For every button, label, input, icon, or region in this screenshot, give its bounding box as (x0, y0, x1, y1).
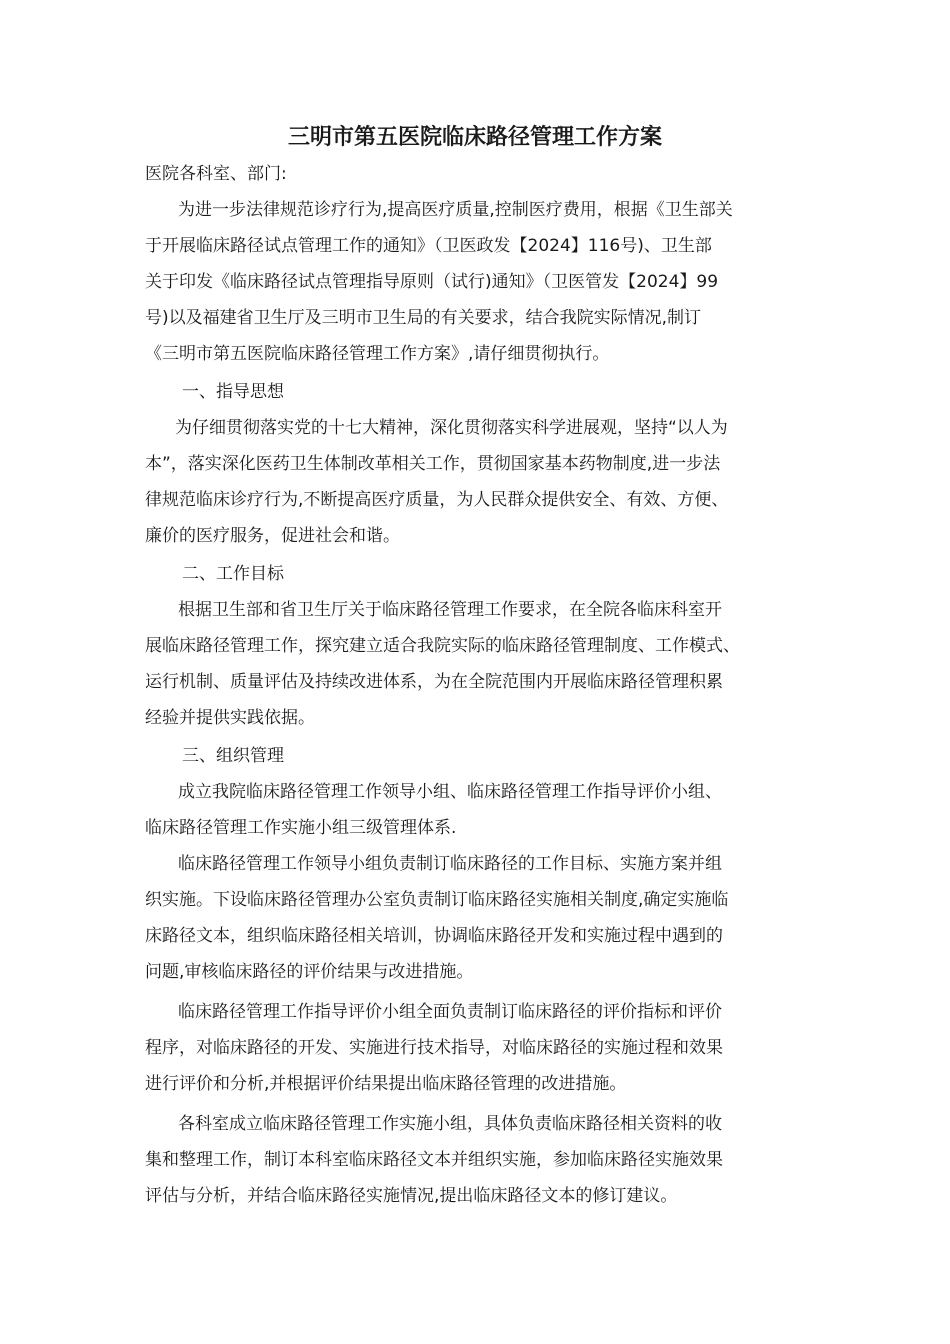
paragraph-line: 床路径文本，组织临床路径相关培训，协调临床路径开发和实施过程中遇到的 (145, 926, 723, 946)
paragraph-line: 为进一步法律规范诊疗行为,提高医疗质量,控制医疗费用，根据《卫生部关 (178, 200, 733, 220)
paragraph-line: 根据卫生部和省卫生厅关于临床路径管理工作要求，在全院各临床科室开 (178, 600, 722, 620)
paragraph-line: 集和整理工作，制订本科室临床路径文本并组织实施，参加临床路径实施效果 (145, 1150, 723, 1170)
paragraph-line: 为仔细贯彻落实党的十七大精神，深化贯彻落实科学进展观，坚持“以人为 (175, 418, 728, 438)
paragraph-line: 问题,审核临床路径的评价结果与改进措施。 (145, 962, 474, 982)
paragraph-line: 临床路径管理工作指导评价小组全面负责制订临床路径的评价指标和评价 (178, 1002, 722, 1022)
paragraph-line: 本”，落实深化医药卫生体制改革相关工作，贯彻国家基本药物制度,进一步法 (145, 454, 721, 474)
paragraph-line: 经验并提供实践依据。 (145, 708, 315, 728)
paragraph-line: 《三明市第五医院临床路径管理工作方案》,请仔细贯彻执行。 (145, 344, 610, 364)
section-heading: 三、组织管理 (182, 746, 284, 766)
paragraph-line: 临床路径管理工作领导小组负责制订临床路径的工作目标、实施方案并组 (178, 854, 722, 874)
paragraph-line: 成立我院临床路径管理工作领导小组、临床路径管理工作指导评价小组、 (178, 782, 722, 802)
paragraph-line: 临床路径管理工作实施小组三级管理体系. (145, 818, 457, 838)
paragraph-line: 评估与分析，并结合临床路径实施情况,提出临床路径文本的修订建议。 (145, 1186, 678, 1206)
paragraph-line: 展临床路径管理工作，探究建立适合我院实际的临床路径管理制度、工作模式、 (145, 636, 740, 656)
paragraph-line: 各科室成立临床路径管理工作实施小组，具体负责临床路径相关资料的收 (178, 1114, 722, 1134)
paragraph-line: 号)以及福建省卫生厅及三明市卫生局的有关要求，结合我院实际情况,制订 (145, 308, 702, 328)
section-heading: 二、工作目标 (182, 564, 284, 584)
paragraph-line: 织实施。下设临床路径管理办公室负责制订临床路径实施相关制度,确定实施临 (145, 890, 729, 910)
document-title: 三明市第五医院临床路径管理工作方案 (287, 125, 662, 150)
paragraph-line: 廉价的医疗服务，促进社会和谐。 (145, 526, 400, 546)
paragraph-line: 关于印发《临床路径试点管理指导原则（试行)通知》（卫医管发【2024】99 (145, 272, 719, 292)
paragraph-line: 程序，对临床路径的开发、实施进行技术指导，对临床路径的实施过程和效果 (145, 1038, 723, 1058)
paragraph-line: 于开展临床路径试点管理工作的通知》（卫医政发【2024】116号)、卫生部 (145, 236, 712, 256)
paragraph-line: 运行机制、质量评估及持续改进体系，为在全院范围内开展临床路径管理积累 (145, 672, 723, 692)
section-heading: 一、指导思想 (182, 382, 284, 402)
paragraph-line: 律规范临床诊疗行为,不断提高医疗质量，为人民群众提供安全、有效、方便、 (145, 490, 729, 510)
salutation: 医院各科室、部门: (145, 164, 287, 184)
paragraph-line: 进行评价和分析,并根据评价结果提出临床路径管理的改进措施。 (145, 1074, 627, 1094)
